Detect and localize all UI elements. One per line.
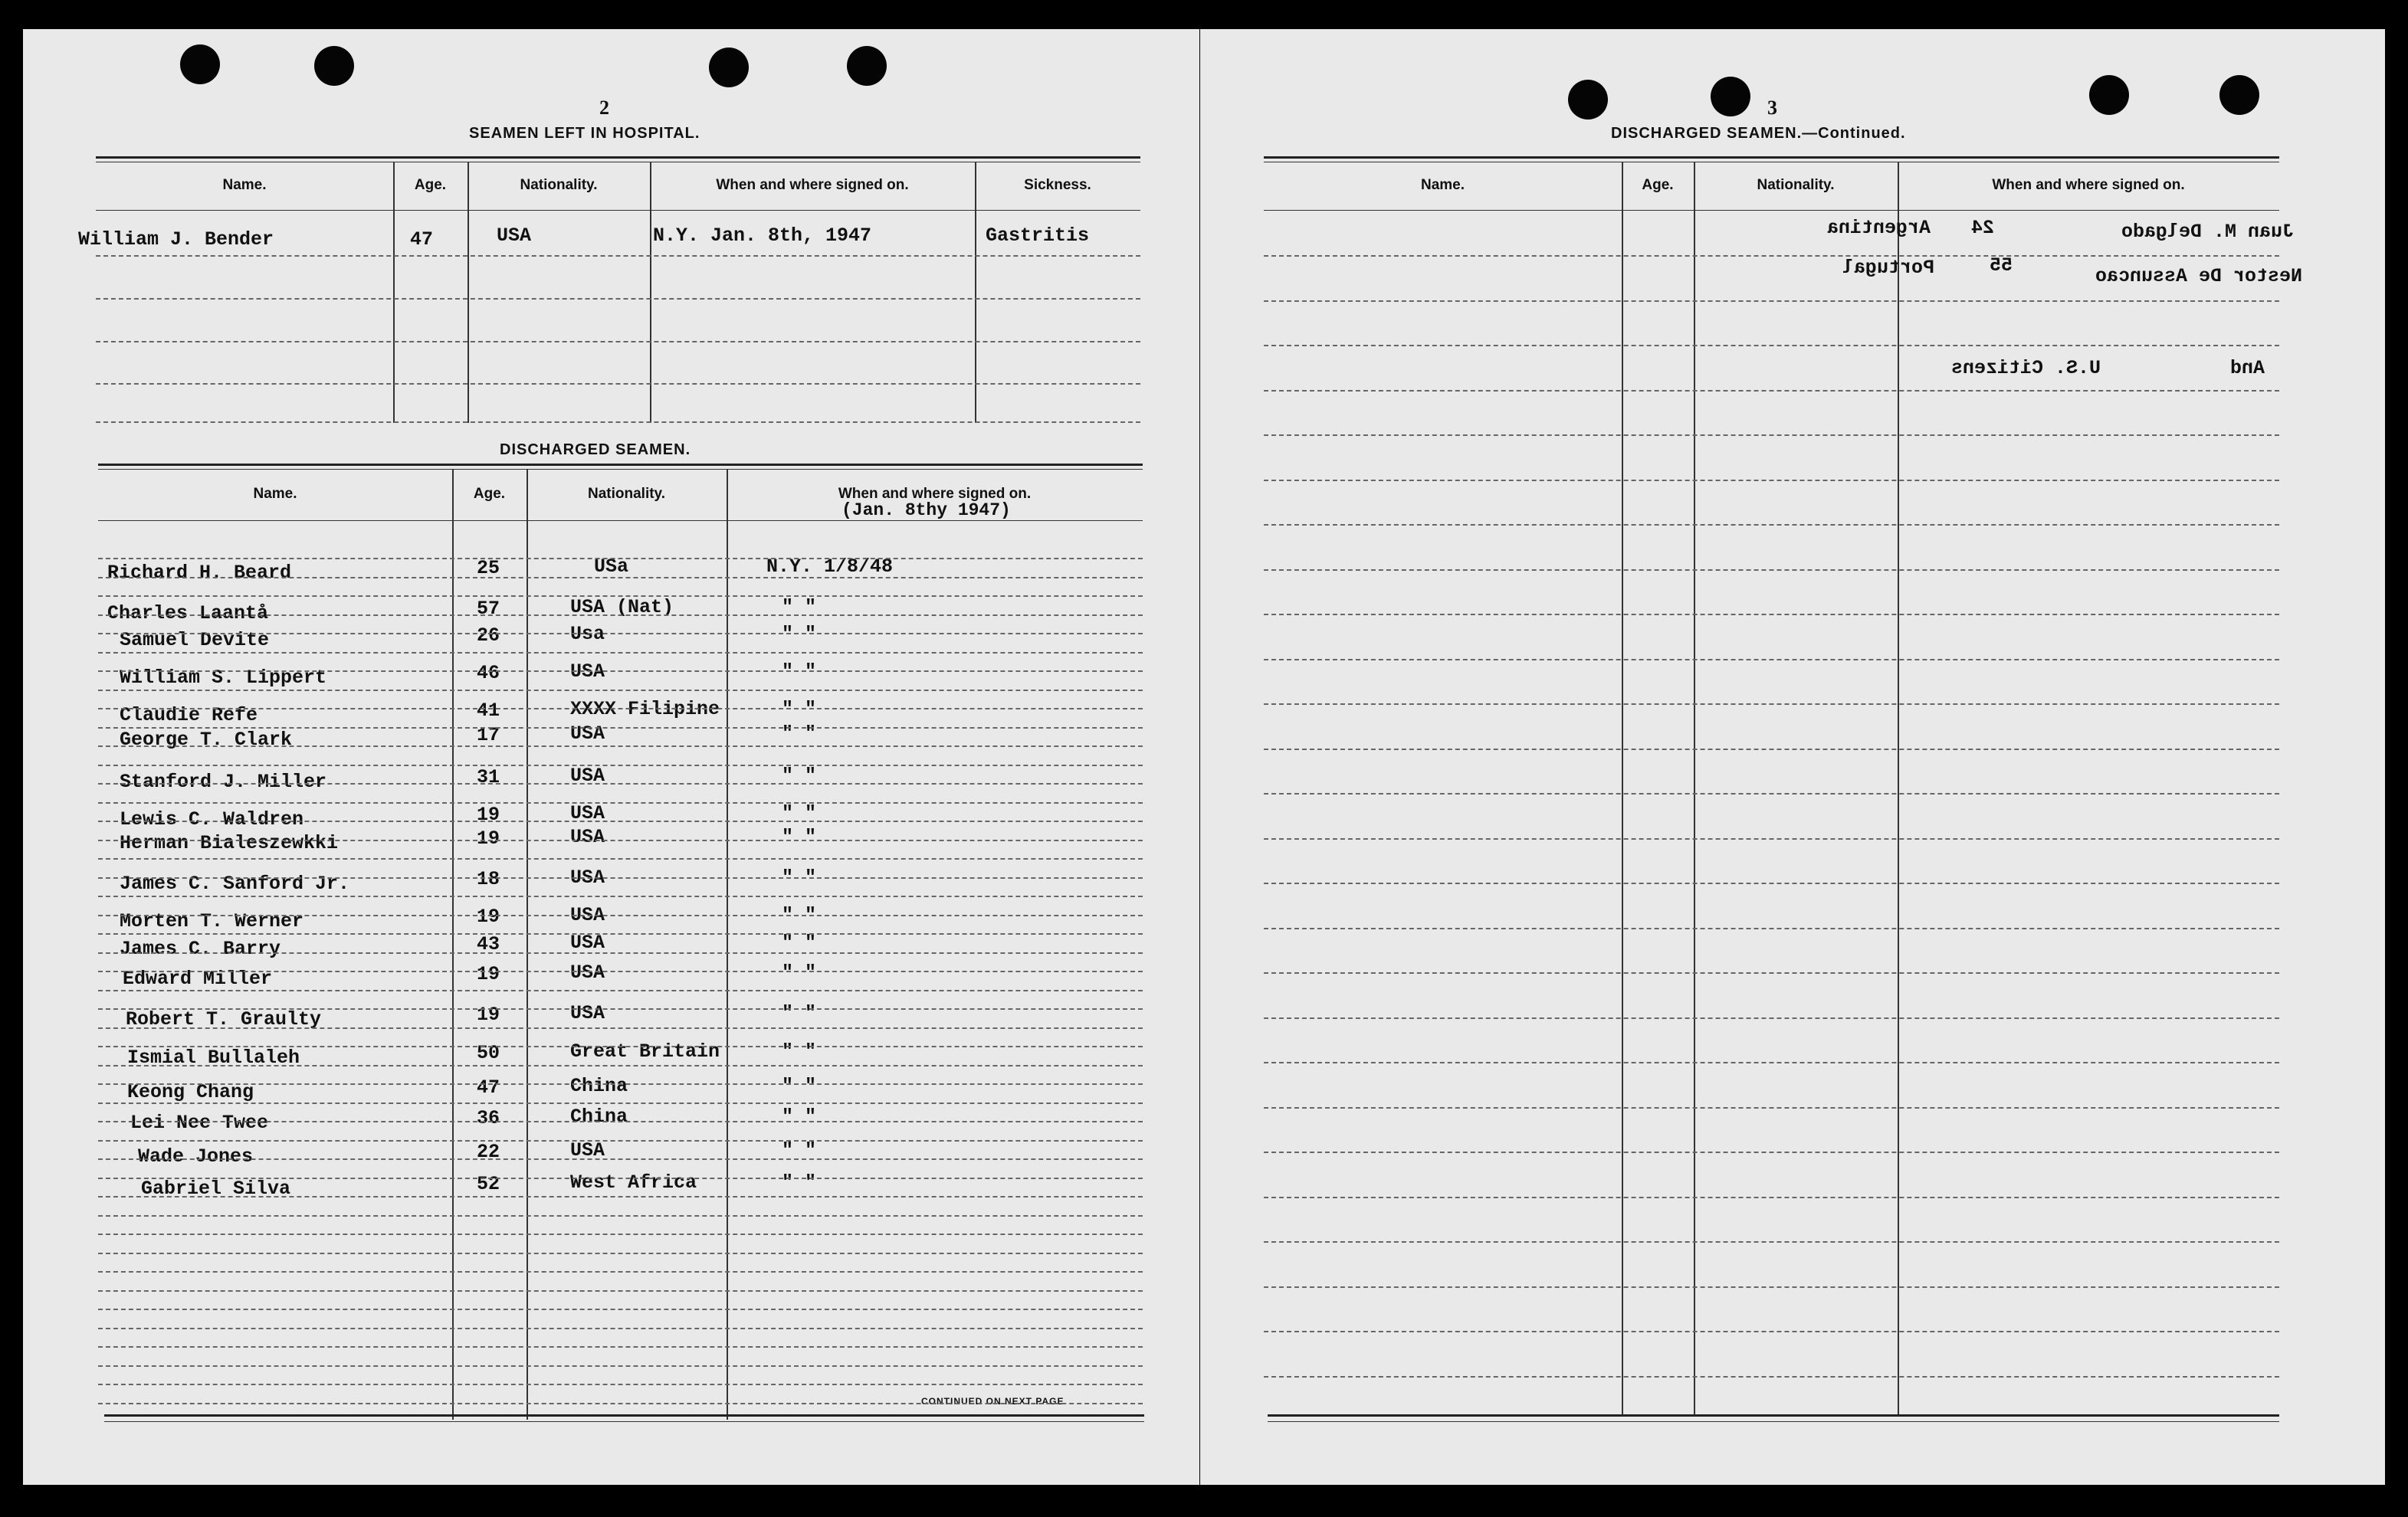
row-rule (98, 614, 1143, 616)
hospital-header-sickness: Sickness. (1024, 177, 1091, 193)
seaman-age: 31 (477, 766, 500, 788)
seaman-nationality: China (570, 1106, 628, 1128)
row-rule (1264, 480, 2279, 481)
row-rule (98, 858, 1143, 860)
row-rule (98, 1103, 1143, 1104)
row-rule (98, 1027, 1143, 1029)
seaman-age: 19 (477, 963, 500, 985)
seaman-age: 19 (477, 1004, 500, 1026)
seaman-age: 47 (477, 1076, 500, 1099)
hospital-name: William J. Bender (78, 228, 274, 251)
table-rule (98, 464, 1143, 466)
punch-hole (180, 44, 220, 84)
row-rule (1264, 703, 2279, 705)
punch-hole (1568, 80, 1608, 120)
signed-on-note: (Jan. 8thy 1947) (841, 500, 1011, 520)
row-rule (98, 1196, 1143, 1198)
seaman-name: Lei Nee Twee (130, 1112, 269, 1134)
seaman-signed-on: " " (782, 1139, 817, 1162)
row-rule (98, 1158, 1143, 1160)
seaman-name: Charles Laantå (107, 602, 269, 624)
seaman-signed-on: " " (782, 1106, 817, 1128)
row-rule (96, 298, 1140, 300)
right-page (1200, 29, 2385, 1485)
seaman-name: Keong Chang (127, 1081, 254, 1103)
continued-section-title: DISCHARGED SEAMEN.—Continued. (1611, 125, 1906, 142)
row-rule (98, 765, 1143, 766)
column-divider (452, 470, 454, 1420)
seaman-signed-on: " " (782, 596, 817, 618)
seaman-name: William S. Lippert (120, 667, 327, 689)
row-rule (1264, 569, 2279, 571)
offset-name: Nestor De Assuncao (2095, 265, 2303, 287)
discharged-header-age: Age. (473, 486, 506, 502)
hospital-sickness: Gastritis (986, 224, 1090, 247)
seaman-signed-on: " " (782, 802, 817, 824)
table-rule (1268, 1414, 2279, 1417)
offset-name: And (2230, 357, 2265, 379)
row-rule (96, 421, 1140, 423)
seaman-age: 41 (477, 700, 500, 722)
row-rule (98, 708, 1143, 709)
row-rule (1264, 345, 2279, 346)
hospital-header-age: Age. (414, 177, 447, 193)
seaman-nationality: USA (570, 932, 605, 954)
seaman-age: 26 (477, 624, 500, 647)
seaman-nationality: USA (570, 1002, 605, 1024)
hospital-nationality: USA (497, 224, 532, 247)
row-rule (98, 971, 1143, 972)
row-rule (98, 670, 1143, 672)
row-rule (98, 558, 1143, 559)
row-rule (98, 1365, 1143, 1367)
seaman-age: 22 (477, 1141, 500, 1163)
row-rule (98, 1234, 1143, 1235)
table-rule (104, 1414, 1144, 1417)
row-rule (98, 1008, 1143, 1010)
table-rule (1264, 156, 2279, 159)
row-rule (98, 1140, 1143, 1142)
seaman-name: George T. Clark (120, 729, 293, 751)
table-rule (98, 469, 1143, 470)
row-rule (98, 727, 1143, 729)
row-rule (98, 1290, 1143, 1292)
row-rule (1264, 1107, 2279, 1109)
column-divider (1694, 162, 1695, 1416)
seaman-name: Ismial Bullaleh (127, 1047, 300, 1069)
offset-age: 55 (1990, 254, 2013, 277)
seaman-age: 52 (477, 1173, 500, 1195)
discharged-header-name: Name. (253, 486, 297, 502)
continued-header-signed-on: When and where signed on. (1992, 177, 2185, 193)
row-rule (98, 652, 1143, 654)
seaman-name: Stanford J. Miller (120, 771, 327, 793)
seaman-name: Morten T. Werner (120, 910, 304, 932)
table-rule (96, 156, 1140, 159)
continued-header-nationality: Nationality. (1757, 177, 1835, 193)
row-rule (98, 896, 1143, 897)
seaman-nationality: USA (570, 660, 605, 683)
seaman-signed-on: " " (782, 1040, 817, 1063)
page-number: 3 (1767, 97, 1777, 119)
hospital-header-nationality: Nationality. (520, 177, 598, 193)
discharged-header-signed-on: When and where signed on. (838, 486, 1032, 502)
seaman-name: Wade Jones (138, 1145, 254, 1168)
seaman-signed-on: " " (782, 826, 817, 848)
row-rule (1264, 300, 2279, 302)
row-rule (98, 821, 1143, 822)
row-rule (98, 595, 1143, 597)
seaman-name: Gabriel Silva (141, 1178, 291, 1200)
seaman-name: Richard H. Beard (107, 562, 292, 584)
seaman-age: 46 (477, 662, 500, 684)
seaman-age: 17 (477, 724, 500, 746)
punch-hole (847, 46, 887, 86)
seaman-nationality: Great Britain (570, 1040, 720, 1063)
offset-nationality: Argentina (1827, 217, 1931, 239)
table-rule (98, 520, 1143, 521)
seaman-name: James C. Barry (120, 938, 281, 960)
row-rule (1264, 1241, 2279, 1243)
seaman-age: 18 (477, 868, 500, 890)
seaman-signed-on: " " (782, 1075, 817, 1097)
row-rule (96, 255, 1140, 257)
table-rule (1268, 1421, 2279, 1422)
row-rule (1264, 1197, 2279, 1198)
row-rule (1264, 1017, 2279, 1019)
row-rule (1264, 390, 2279, 392)
column-divider (727, 470, 728, 1420)
seaman-nationality: USA (570, 904, 605, 926)
hospital-section-title: SEAMEN LEFT IN HOSPITAL. (469, 125, 700, 142)
row-rule (1264, 1286, 2279, 1288)
punch-hole (2089, 75, 2129, 115)
left-page (23, 29, 1199, 1485)
row-rule (1264, 1331, 2279, 1332)
row-rule (1264, 972, 2279, 974)
seaman-nationality: USA (570, 962, 605, 984)
seaman-age: 43 (477, 933, 500, 955)
column-divider (527, 470, 528, 1420)
seaman-age: 25 (477, 557, 500, 579)
seaman-age: 19 (477, 906, 500, 928)
row-rule (98, 1215, 1143, 1217)
seaman-signed-on: " " (782, 765, 817, 787)
seaman-nationality: Usa (570, 623, 605, 645)
seaman-age: 57 (477, 598, 500, 620)
seaman-age: 19 (477, 827, 500, 850)
row-rule (98, 1121, 1143, 1122)
offset-name: Juan M. Delgado (2121, 221, 2295, 243)
seaman-nationality: USa (594, 555, 629, 578)
seaman-nationality: West Africa (570, 1171, 697, 1194)
column-divider (1898, 162, 1899, 1416)
seaman-nationality: USA (570, 1139, 605, 1162)
row-rule (1264, 1062, 2279, 1063)
hospital-header-signed-on: When and where signed on. (716, 177, 909, 193)
seaman-nationality: USA (570, 826, 605, 848)
row-rule (98, 952, 1143, 954)
row-rule (96, 341, 1140, 342)
hospital-signed-on: N.Y. Jan. 8th, 1947 (653, 224, 872, 247)
continued-header-age: Age. (1642, 177, 1674, 193)
punch-hole (1711, 77, 1750, 116)
row-rule (98, 745, 1143, 747)
punch-hole (2219, 75, 2259, 115)
hospital-header-name: Name. (222, 177, 267, 193)
seaman-nationality: USA (Nat) (570, 596, 674, 618)
seaman-name: Lewis C. Waldren (120, 808, 304, 831)
seaman-name: Herman Bialeszewkki (120, 832, 339, 854)
seaman-name: Samuel Devite (120, 629, 270, 651)
row-rule (98, 1253, 1143, 1254)
row-rule (98, 1309, 1143, 1310)
row-rule (98, 1083, 1143, 1085)
page-number: 2 (599, 97, 609, 119)
seaman-name: Robert T. Graulty (126, 1008, 322, 1030)
row-rule (98, 1271, 1143, 1273)
seaman-signed-on: " " (782, 1002, 817, 1024)
seaman-signed-on: " " (782, 867, 817, 889)
row-rule (1264, 1376, 2279, 1378)
row-rule (98, 690, 1143, 691)
row-rule (98, 877, 1143, 879)
column-divider (1622, 162, 1623, 1416)
seaman-signed-on: N.Y. 1/8/48 (766, 555, 894, 578)
row-rule (98, 933, 1143, 935)
table-rule (1264, 210, 2279, 211)
row-rule (1264, 883, 2279, 884)
seaman-signed-on: " " (782, 962, 817, 984)
row-rule (1264, 434, 2279, 436)
row-rule (98, 915, 1143, 916)
row-rule (98, 1046, 1143, 1047)
seaman-age: 50 (477, 1042, 500, 1064)
offset-age: 24 (1971, 217, 1995, 239)
row-rule (98, 633, 1143, 634)
seaman-nationality: China (570, 1075, 628, 1097)
row-rule (1264, 524, 2279, 526)
row-rule (98, 1328, 1143, 1329)
seaman-signed-on: " " (782, 623, 817, 645)
continued-header-name: Name. (1420, 177, 1465, 193)
seaman-age: 19 (477, 804, 500, 826)
seaman-age: 36 (477, 1107, 500, 1129)
punch-hole (709, 48, 749, 87)
seaman-name: James C. Sanford Jr. (120, 873, 350, 895)
row-rule (1264, 255, 2279, 257)
row-rule (98, 577, 1143, 578)
row-rule (96, 383, 1140, 385)
offset-nationality: U.S. Citizens (1951, 357, 2101, 379)
punch-hole (314, 46, 354, 86)
discharged-section-title: DISCHARGED SEAMEN. (500, 441, 691, 458)
seaman-nationality: USA (570, 765, 605, 787)
row-rule (98, 802, 1143, 804)
row-rule (98, 1346, 1143, 1348)
seaman-signed-on: " " (782, 1171, 817, 1194)
row-rule (98, 1178, 1143, 1179)
seaman-signed-on: " " (782, 722, 817, 745)
hospital-age: 47 (410, 228, 434, 251)
seaman-signed-on: " " (782, 932, 817, 954)
row-rule (98, 840, 1143, 841)
row-rule (1264, 614, 2279, 615)
seaman-signed-on: " " (782, 904, 817, 926)
row-rule (1264, 928, 2279, 929)
row-rule (1264, 659, 2279, 660)
offset-nationality: Portugal (1842, 257, 1935, 279)
row-rule (1264, 1152, 2279, 1153)
table-rule (104, 1421, 1144, 1422)
seaman-nationality: USA (570, 722, 605, 745)
row-rule (98, 783, 1143, 785)
seaman-nationality: XXXX Filipine (570, 698, 720, 720)
row-rule (1264, 793, 2279, 795)
discharged-header-nationality: Nationality. (588, 486, 665, 502)
continued-footer: CONTINUED ON NEXT PAGE. (921, 1396, 1068, 1407)
row-rule (98, 1065, 1143, 1066)
row-rule (1264, 749, 2279, 750)
table-rule (96, 210, 1140, 211)
row-rule (98, 1384, 1143, 1385)
seaman-nationality: USA (570, 867, 605, 889)
seaman-name: Edward Miller (123, 968, 273, 990)
seaman-signed-on: " " (782, 698, 817, 720)
seaman-name: Claudie Refe (120, 704, 258, 726)
row-rule (98, 990, 1143, 991)
seaman-nationality: USA (570, 802, 605, 824)
seaman-signed-on: " " (782, 660, 817, 683)
row-rule (98, 1403, 1143, 1404)
row-rule (1264, 838, 2279, 840)
